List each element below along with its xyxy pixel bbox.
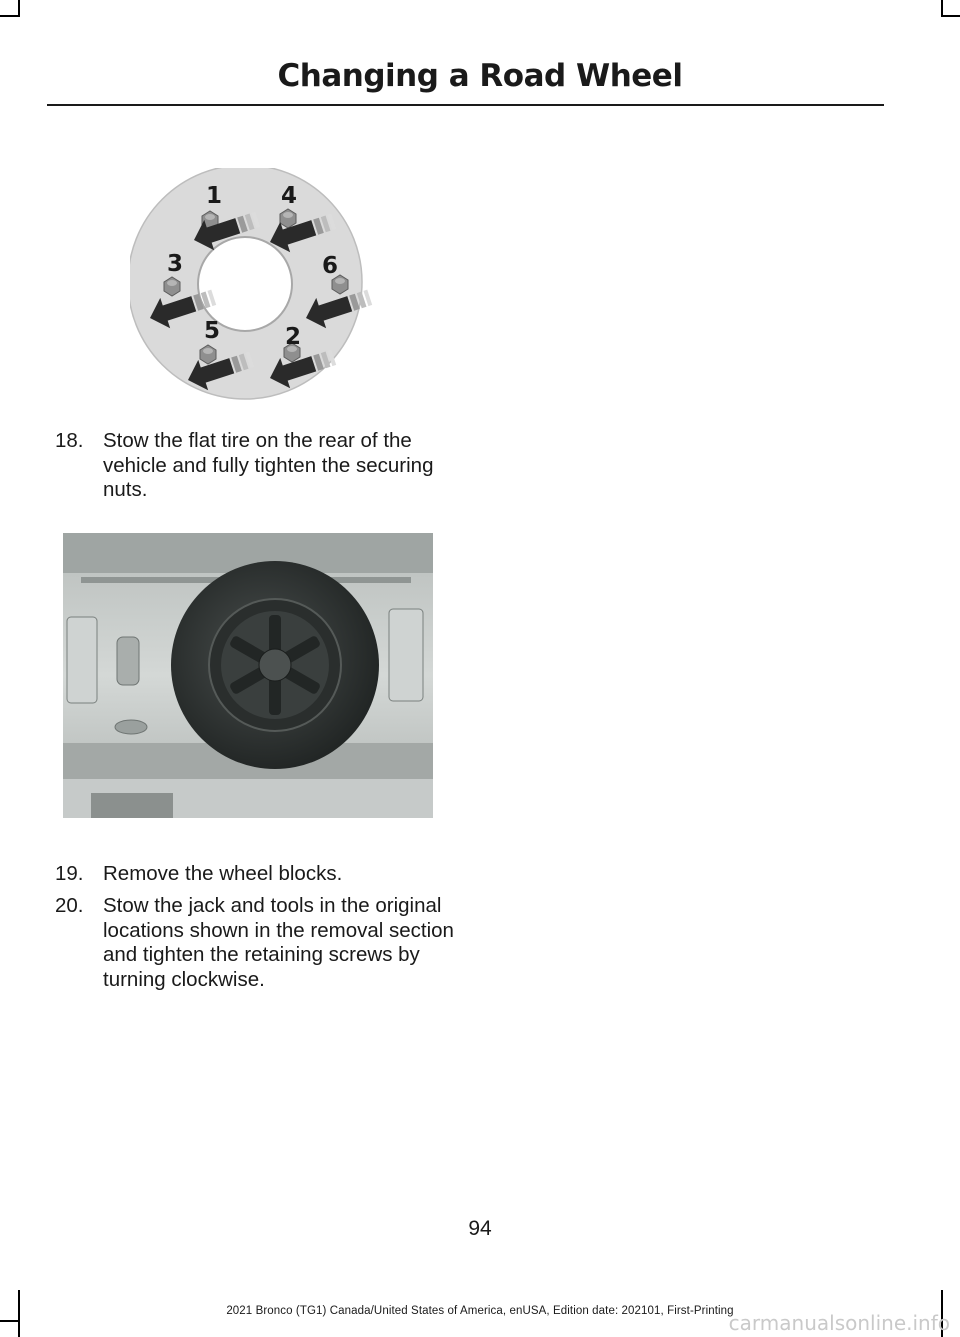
step-item	[55, 894, 460, 992]
step-number: 20.	[55, 894, 84, 917]
rear-spare-tire-figure	[63, 533, 433, 818]
lug-label: 4	[281, 183, 298, 209]
page-number: 94	[468, 1217, 492, 1240]
step-item	[55, 862, 460, 887]
crop-mark	[941, 15, 960, 17]
lug-nut-sequence-figure	[130, 168, 400, 400]
header-divider	[47, 104, 884, 106]
step-item	[55, 429, 460, 503]
crop-mark	[18, 0, 20, 17]
crop-mark	[0, 15, 20, 17]
lug-label: 6	[322, 253, 339, 279]
step-number: 18.	[55, 429, 84, 452]
edition-footer: 2021 Bronco (TG1) Canada/United States of America, enUSA, Edition date: 202101, First-Printing	[226, 1305, 734, 1317]
lug-label: 5	[204, 318, 221, 344]
step-text: Stow the jack and tools in the original locations shown in the removal section and tighten the retaining screws by turning clockwise.	[103, 894, 454, 991]
step-text: Remove the wheel blocks.	[103, 862, 343, 885]
page-title: Changing a Road Wheel	[277, 58, 683, 94]
lug-label: 1	[206, 183, 223, 209]
crop-mark	[0, 1320, 20, 1322]
lug-label: 2	[285, 324, 302, 350]
lug-label: 3	[167, 251, 184, 277]
watermark: carmanualsonline.info	[728, 1311, 950, 1335]
step-number: 19.	[55, 862, 84, 885]
step-text: Stow the flat tire on the rear of the vehicle and fully tighten the securing nuts.	[103, 429, 434, 501]
